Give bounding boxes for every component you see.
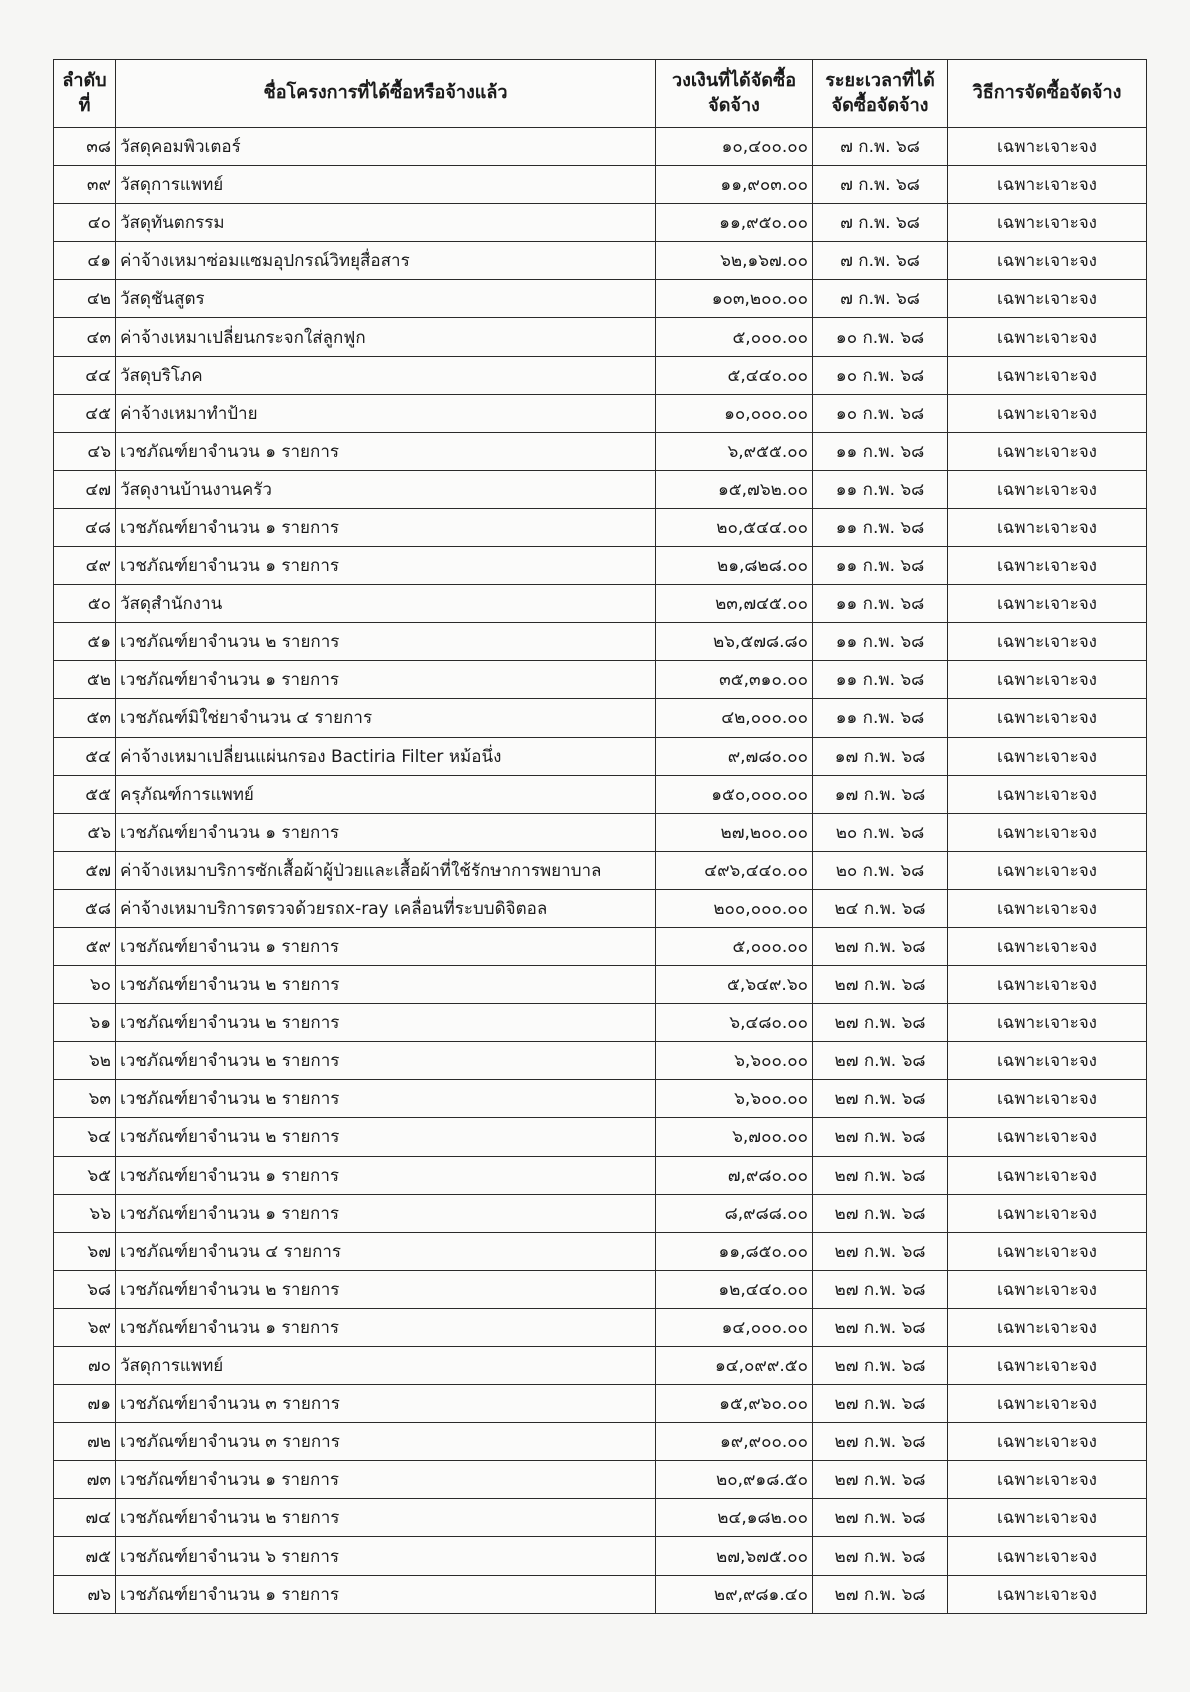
amount: ๒๓,๗๔๕.๐๐ bbox=[656, 585, 813, 623]
row-number: ๔๓ bbox=[54, 318, 116, 356]
project-name: เวชภัณฑ์ยาจำนวน ๒ รายการ bbox=[116, 1042, 656, 1080]
project-name: วัสดุทันตกรรม bbox=[116, 204, 656, 242]
project-name: ค่าจ้างเหมาเปลี่ยนแผ่นกรอง Bactiria Filter หม้อนึ่ง bbox=[116, 737, 656, 775]
amount: ๑๑,๙๕๐.๐๐ bbox=[656, 204, 813, 242]
project-name: ค่าจ้างเหมาเปลี่ยนกระจกใส่ลูกฟูก bbox=[116, 318, 656, 356]
row-number: ๖๔ bbox=[54, 1118, 116, 1156]
project-name: เวชภัณฑ์ยาจำนวน ๒ รายการ bbox=[116, 966, 656, 1004]
row-number: ๔๐ bbox=[54, 204, 116, 242]
row-number: ๖๓ bbox=[54, 1080, 116, 1118]
amount: ๑๔,๐๙๙.๕๐ bbox=[656, 1347, 813, 1385]
row-number: ๔๑ bbox=[54, 242, 116, 280]
row-number: ๖๒ bbox=[54, 1042, 116, 1080]
procurement-method: เฉพาะเจาะจง bbox=[948, 623, 1147, 661]
amount: ๕,๖๔๙.๖๐ bbox=[656, 966, 813, 1004]
table-row bbox=[54, 1042, 1147, 1080]
table-row bbox=[54, 1347, 1147, 1385]
procurement-method: เฉพาะเจาะจง bbox=[948, 585, 1147, 623]
procurement-date: ๒๗ ก.พ. ๖๘ bbox=[813, 1347, 948, 1385]
amount: ๑๐,๔๐๐.๐๐ bbox=[656, 128, 813, 166]
project-name: เวชภัณฑ์ยาจำนวน ๑ รายการ bbox=[116, 1156, 656, 1194]
row-number: ๗๖ bbox=[54, 1575, 116, 1613]
row-number: ๗๓ bbox=[54, 1461, 116, 1499]
project-name: วัสดุการแพทย์ bbox=[116, 166, 656, 204]
table-row bbox=[54, 927, 1147, 965]
procurement-date: ๗ ก.พ. ๖๘ bbox=[813, 166, 948, 204]
table-row bbox=[54, 966, 1147, 1004]
amount: ๕,๐๐๐.๐๐ bbox=[656, 927, 813, 965]
procurement-method: เฉพาะเจาะจง bbox=[948, 1004, 1147, 1042]
procurement-method: เฉพาะเจาะจง bbox=[948, 128, 1147, 166]
procurement-method: เฉพาะเจาะจง bbox=[948, 470, 1147, 508]
amount: ๑๕,๗๖๒.๐๐ bbox=[656, 470, 813, 508]
project-name: เวชภัณฑ์ยาจำนวน ๑ รายการ bbox=[116, 432, 656, 470]
header-date-line1: ระยะเวลาที่ได้ bbox=[825, 70, 935, 92]
procurement-method: เฉพาะเจาะจง bbox=[948, 1499, 1147, 1537]
amount: ๑๙,๙๐๐.๐๐ bbox=[656, 1423, 813, 1461]
table-row bbox=[54, 394, 1147, 432]
table-row bbox=[54, 166, 1147, 204]
table-row bbox=[54, 851, 1147, 889]
row-number: ๕๖ bbox=[54, 813, 116, 851]
amount: ๓๕,๓๑๐.๐๐ bbox=[656, 661, 813, 699]
procurement-method: เฉพาะเจาะจง bbox=[948, 737, 1147, 775]
procurement-date: ๒๗ ก.พ. ๖๘ bbox=[813, 1499, 948, 1537]
amount: ๖,๖๐๐.๐๐ bbox=[656, 1080, 813, 1118]
row-number: ๕๕ bbox=[54, 775, 116, 813]
project-name: เวชภัณฑ์ยาจำนวน ๑ รายการ bbox=[116, 508, 656, 546]
table-row bbox=[54, 813, 1147, 851]
amount: ๑๕๐,๐๐๐.๐๐ bbox=[656, 775, 813, 813]
procurement-date: ๑๐ ก.พ. ๖๘ bbox=[813, 318, 948, 356]
project-name: เวชภัณฑ์ยาจำนวน ๓ รายการ bbox=[116, 1385, 656, 1423]
amount: ๑๑,๙๐๓.๐๐ bbox=[656, 166, 813, 204]
amount: ๖,๔๘๐.๐๐ bbox=[656, 1004, 813, 1042]
table-row bbox=[54, 1575, 1147, 1613]
table-row bbox=[54, 775, 1147, 813]
project-name: เวชภัณฑ์ยาจำนวน ๑ รายการ bbox=[116, 1194, 656, 1232]
procurement-method: เฉพาะเจาะจง bbox=[948, 1537, 1147, 1575]
project-name: เวชภัณฑ์ยาจำนวน ๖ รายการ bbox=[116, 1537, 656, 1575]
project-name: เวชภัณฑ์ยาจำนวน ๒ รายการ bbox=[116, 1270, 656, 1308]
procurement-date: ๑๗ ก.พ. ๖๘ bbox=[813, 737, 948, 775]
amount: ๘,๙๘๘.๐๐ bbox=[656, 1194, 813, 1232]
procurement-method: เฉพาะเจาะจง bbox=[948, 1042, 1147, 1080]
table-row bbox=[54, 1308, 1147, 1346]
amount: ๙,๗๘๐.๐๐ bbox=[656, 737, 813, 775]
table-row bbox=[54, 623, 1147, 661]
procurement-date: ๑๑ ก.พ. ๖๘ bbox=[813, 585, 948, 623]
procurement-method: เฉพาะเจาะจง bbox=[948, 242, 1147, 280]
amount: ๕,๔๔๐.๐๐ bbox=[656, 356, 813, 394]
table-row bbox=[54, 280, 1147, 318]
row-number: ๗๕ bbox=[54, 1537, 116, 1575]
header-row bbox=[54, 60, 1147, 128]
row-number: ๓๙ bbox=[54, 166, 116, 204]
table-row bbox=[54, 585, 1147, 623]
row-number: ๔๔ bbox=[54, 356, 116, 394]
procurement-date: ๒๗ ก.พ. ๖๘ bbox=[813, 1575, 948, 1613]
amount: ๖,๖๐๐.๐๐ bbox=[656, 1042, 813, 1080]
table-row bbox=[54, 661, 1147, 699]
project-name: วัสดุการแพทย์ bbox=[116, 1347, 656, 1385]
amount: ๖๒,๑๖๗.๐๐ bbox=[656, 242, 813, 280]
project-name: ค่าจ้างเหมาบริการซักเสื้อผ้าผู้ป่วยและเสื้อผ้าที่ใช้รักษาการพยาบาล bbox=[116, 851, 656, 889]
procurement-date: ๑๑ ก.พ. ๖๘ bbox=[813, 432, 948, 470]
procurement-date: ๑๑ ก.พ. ๖๘ bbox=[813, 699, 948, 737]
procurement-method: เฉพาะเจาะจง bbox=[948, 1385, 1147, 1423]
procurement-method: เฉพาะเจาะจง bbox=[948, 1118, 1147, 1156]
procurement-date: ๒๐ ก.พ. ๖๘ bbox=[813, 813, 948, 851]
procurement-date: ๒๔ ก.พ. ๖๘ bbox=[813, 889, 948, 927]
row-number: ๔๗ bbox=[54, 470, 116, 508]
amount: ๑๕,๙๖๐.๐๐ bbox=[656, 1385, 813, 1423]
procurement-method: เฉพาะเจาะจง bbox=[948, 432, 1147, 470]
procurement-method: เฉพาะเจาะจง bbox=[948, 1575, 1147, 1613]
project-name: เวชภัณฑ์ยาจำนวน ๒ รายการ bbox=[116, 1499, 656, 1537]
amount: ๒๑,๘๒๘.๐๐ bbox=[656, 547, 813, 585]
procurement-date: ๑๑ ก.พ. ๖๘ bbox=[813, 547, 948, 585]
table-row bbox=[54, 547, 1147, 585]
procurement-method: เฉพาะเจาะจง bbox=[948, 851, 1147, 889]
project-name: วัสดุงานบ้านงานครัว bbox=[116, 470, 656, 508]
amount: ๒๙,๙๘๑.๔๐ bbox=[656, 1575, 813, 1613]
header-amount-line2: จัดจ้าง bbox=[708, 94, 760, 116]
project-name: เวชภัณฑ์ยาจำนวน ๔ รายการ bbox=[116, 1232, 656, 1270]
table-row bbox=[54, 699, 1147, 737]
table-row bbox=[54, 204, 1147, 242]
procurement-date: ๑๑ ก.พ. ๖๘ bbox=[813, 508, 948, 546]
header-date bbox=[813, 60, 948, 128]
project-name: เวชภัณฑ์มิใช่ยาจำนวน ๔ รายการ bbox=[116, 699, 656, 737]
header-no: ลำดับที่ bbox=[54, 60, 116, 128]
table-row bbox=[54, 318, 1147, 356]
row-number: ๔๖ bbox=[54, 432, 116, 470]
procurement-date: ๒๐ ก.พ. ๖๘ bbox=[813, 851, 948, 889]
procurement-method: เฉพาะเจาะจง bbox=[948, 699, 1147, 737]
procurement-method: เฉพาะเจาะจง bbox=[948, 166, 1147, 204]
table-row bbox=[54, 242, 1147, 280]
header-project-name: ชื่อโครงการที่ได้ซื้อหรือจ้างแล้ว bbox=[116, 60, 656, 128]
project-name: วัสดุคอมพิวเตอร์ bbox=[116, 128, 656, 166]
amount: ๖,๙๕๕.๐๐ bbox=[656, 432, 813, 470]
procurement-method: เฉพาะเจาะจง bbox=[948, 1308, 1147, 1346]
amount: ๒๐๐,๐๐๐.๐๐ bbox=[656, 889, 813, 927]
table-row bbox=[54, 889, 1147, 927]
project-name: เวชภัณฑ์ยาจำนวน ๑ รายการ bbox=[116, 1461, 656, 1499]
procurement-date: ๒๗ ก.พ. ๖๘ bbox=[813, 1423, 948, 1461]
header-date-line2: จัดซื้อจัดจ้าง bbox=[831, 94, 929, 116]
table-header bbox=[54, 60, 1147, 128]
amount: ๑๔,๐๐๐.๐๐ bbox=[656, 1308, 813, 1346]
procurement-method: เฉพาะเจาะจง bbox=[948, 394, 1147, 432]
project-name: ค่าจ้างเหมาทำป้าย bbox=[116, 394, 656, 432]
row-number: ๖๗ bbox=[54, 1232, 116, 1270]
row-number: ๖๕ bbox=[54, 1156, 116, 1194]
procurement-date: ๒๗ ก.พ. ๖๘ bbox=[813, 1385, 948, 1423]
procurement-method: เฉพาะเจาะจง bbox=[948, 966, 1147, 1004]
row-number: ๕๗ bbox=[54, 851, 116, 889]
table-row bbox=[54, 1004, 1147, 1042]
procurement-method: เฉพาะเจาะจง bbox=[948, 1347, 1147, 1385]
table-row bbox=[54, 1156, 1147, 1194]
project-name: วัสดุสำนักงาน bbox=[116, 585, 656, 623]
amount: ๒๗,๒๐๐.๐๐ bbox=[656, 813, 813, 851]
amount: ๔๒,๐๐๐.๐๐ bbox=[656, 699, 813, 737]
header-amount-line1: วงเงินที่ได้จัดซื้อ bbox=[671, 70, 796, 92]
table-row bbox=[54, 1423, 1147, 1461]
amount: ๒๐,๙๑๘.๕๐ bbox=[656, 1461, 813, 1499]
procurement-date: ๒๗ ก.พ. ๖๘ bbox=[813, 1156, 948, 1194]
procurement-method: เฉพาะเจาะจง bbox=[948, 356, 1147, 394]
project-name: เวชภัณฑ์ยาจำนวน ๑ รายการ bbox=[116, 1575, 656, 1613]
row-number: ๔๕ bbox=[54, 394, 116, 432]
project-name: เวชภัณฑ์ยาจำนวน ๑ รายการ bbox=[116, 813, 656, 851]
table-row bbox=[54, 1499, 1147, 1537]
procurement-date: ๒๗ ก.พ. ๖๘ bbox=[813, 927, 948, 965]
amount: ๔๙๖,๔๔๐.๐๐ bbox=[656, 851, 813, 889]
row-number: ๕๔ bbox=[54, 737, 116, 775]
row-number: ๕๑ bbox=[54, 623, 116, 661]
procurement-date: ๗ ก.พ. ๖๘ bbox=[813, 128, 948, 166]
procurement-method: เฉพาะเจาะจง bbox=[948, 661, 1147, 699]
table-row bbox=[54, 1118, 1147, 1156]
project-name: เวชภัณฑ์ยาจำนวน ๒ รายการ bbox=[116, 623, 656, 661]
row-number: ๖๐ bbox=[54, 966, 116, 1004]
table-row bbox=[54, 432, 1147, 470]
row-number: ๕๒ bbox=[54, 661, 116, 699]
procurement-method: เฉพาะเจาะจง bbox=[948, 927, 1147, 965]
procurement-method: เฉพาะเจาะจง bbox=[948, 508, 1147, 546]
header-method: วิธีการจัดซื้อจัดจ้าง bbox=[948, 60, 1147, 128]
project-name: เวชภัณฑ์ยาจำนวน ๒ รายการ bbox=[116, 1118, 656, 1156]
row-number: ๕๘ bbox=[54, 889, 116, 927]
table-row bbox=[54, 1232, 1147, 1270]
project-name: ค่าจ้างเหมาบริการตรวจด้วยรถx-ray เคลื่อนที่ระบบดิจิตอล bbox=[116, 889, 656, 927]
row-number: ๔๙ bbox=[54, 547, 116, 585]
row-number: ๔๒ bbox=[54, 280, 116, 318]
procurement-date: ๑๐ ก.พ. ๖๘ bbox=[813, 356, 948, 394]
procurement-date: ๒๗ ก.พ. ๖๘ bbox=[813, 1194, 948, 1232]
procurement-date: ๒๗ ก.พ. ๖๘ bbox=[813, 1004, 948, 1042]
row-number: ๕๓ bbox=[54, 699, 116, 737]
amount: ๒๖,๕๗๘.๘๐ bbox=[656, 623, 813, 661]
procurement-method: เฉพาะเจาะจง bbox=[948, 1080, 1147, 1118]
procurement-method: เฉพาะเจาะจง bbox=[948, 1270, 1147, 1308]
procurement-date: ๑๑ ก.พ. ๖๘ bbox=[813, 470, 948, 508]
procurement-date: ๒๗ ก.พ. ๖๘ bbox=[813, 1308, 948, 1346]
procurement-method: เฉพาะเจาะจง bbox=[948, 1194, 1147, 1232]
project-name: วัสดุบริโภค bbox=[116, 356, 656, 394]
project-name: เวชภัณฑ์ยาจำนวน ๒ รายการ bbox=[116, 1004, 656, 1042]
row-number: ๖๘ bbox=[54, 1270, 116, 1308]
header-amount bbox=[656, 60, 813, 128]
procurement-method: เฉพาะเจาะจง bbox=[948, 280, 1147, 318]
project-name: เวชภัณฑ์ยาจำนวน ๓ รายการ bbox=[116, 1423, 656, 1461]
table-row bbox=[54, 1537, 1147, 1575]
table-row bbox=[54, 737, 1147, 775]
table-row bbox=[54, 1385, 1147, 1423]
procurement-date: ๑๐ ก.พ. ๖๘ bbox=[813, 394, 948, 432]
amount: ๑๑,๘๕๐.๐๐ bbox=[656, 1232, 813, 1270]
procurement-date: ๑๑ ก.พ. ๖๘ bbox=[813, 623, 948, 661]
procurement-date: ๗ ก.พ. ๖๘ bbox=[813, 204, 948, 242]
table-row bbox=[54, 356, 1147, 394]
procurement-method: เฉพาะเจาะจง bbox=[948, 1232, 1147, 1270]
table-row bbox=[54, 1194, 1147, 1232]
procurement-date: ๗ ก.พ. ๖๘ bbox=[813, 280, 948, 318]
procurement-method: เฉพาะเจาะจง bbox=[948, 547, 1147, 585]
procurement-table bbox=[53, 59, 1147, 1614]
project-name: ครุภัณฑ์การแพทย์ bbox=[116, 775, 656, 813]
row-number: ๖๑ bbox=[54, 1004, 116, 1042]
row-number: ๖๖ bbox=[54, 1194, 116, 1232]
procurement-date: ๒๗ ก.พ. ๖๘ bbox=[813, 1118, 948, 1156]
project-name: ค่าจ้างเหมาซ่อมแซมอุปกรณ์วิทยุสื่อสาร bbox=[116, 242, 656, 280]
row-number: ๗๐ bbox=[54, 1347, 116, 1385]
amount: ๕,๐๐๐.๐๐ bbox=[656, 318, 813, 356]
row-number: ๕๙ bbox=[54, 927, 116, 965]
procurement-method: เฉพาะเจาะจง bbox=[948, 318, 1147, 356]
row-number: ๓๘ bbox=[54, 128, 116, 166]
amount: ๒๐,๕๔๔.๐๐ bbox=[656, 508, 813, 546]
row-number: ๗๔ bbox=[54, 1499, 116, 1537]
table-row bbox=[54, 1270, 1147, 1308]
table-row bbox=[54, 470, 1147, 508]
procurement-method: เฉพาะเจาะจง bbox=[948, 775, 1147, 813]
procurement-method: เฉพาะเจาะจง bbox=[948, 1461, 1147, 1499]
procurement-method: เฉพาะเจาะจง bbox=[948, 1423, 1147, 1461]
procurement-date: ๑๗ ก.พ. ๖๘ bbox=[813, 775, 948, 813]
procurement-date: ๗ ก.พ. ๖๘ bbox=[813, 242, 948, 280]
amount: ๑๐๓,๒๐๐.๐๐ bbox=[656, 280, 813, 318]
amount: ๒๔,๑๘๒.๐๐ bbox=[656, 1499, 813, 1537]
project-name: เวชภัณฑ์ยาจำนวน ๑ รายการ bbox=[116, 547, 656, 585]
amount: ๗,๙๘๐.๐๐ bbox=[656, 1156, 813, 1194]
procurement-method: เฉพาะเจาะจง bbox=[948, 1156, 1147, 1194]
amount: ๑๒,๔๔๐.๐๐ bbox=[656, 1270, 813, 1308]
procurement-date: ๑๑ ก.พ. ๖๘ bbox=[813, 661, 948, 699]
table-row bbox=[54, 1080, 1147, 1118]
table-row bbox=[54, 128, 1147, 166]
procurement-date: ๒๗ ก.พ. ๖๘ bbox=[813, 1232, 948, 1270]
project-name: เวชภัณฑ์ยาจำนวน ๑ รายการ bbox=[116, 1308, 656, 1346]
procurement-method: เฉพาะเจาะจง bbox=[948, 813, 1147, 851]
row-number: ๔๘ bbox=[54, 508, 116, 546]
procurement-date: ๒๗ ก.พ. ๖๘ bbox=[813, 1537, 948, 1575]
row-number: ๕๐ bbox=[54, 585, 116, 623]
row-number: ๖๙ bbox=[54, 1308, 116, 1346]
project-name: วัสดุชันสูตร bbox=[116, 280, 656, 318]
project-name: เวชภัณฑ์ยาจำนวน ๑ รายการ bbox=[116, 927, 656, 965]
procurement-method: เฉพาะเจาะจง bbox=[948, 204, 1147, 242]
table-body bbox=[54, 128, 1147, 1614]
table-row bbox=[54, 1461, 1147, 1499]
amount: ๑๐,๐๐๐.๐๐ bbox=[656, 394, 813, 432]
row-number: ๗๒ bbox=[54, 1423, 116, 1461]
procurement-date: ๒๗ ก.พ. ๖๘ bbox=[813, 1270, 948, 1308]
row-number: ๗๑ bbox=[54, 1385, 116, 1423]
project-name: เวชภัณฑ์ยาจำนวน ๒ รายการ bbox=[116, 1080, 656, 1118]
procurement-method: เฉพาะเจาะจง bbox=[948, 889, 1147, 927]
amount: ๖,๗๐๐.๐๐ bbox=[656, 1118, 813, 1156]
procurement-date: ๒๗ ก.พ. ๖๘ bbox=[813, 1042, 948, 1080]
procurement-date: ๒๗ ก.พ. ๖๘ bbox=[813, 1461, 948, 1499]
procurement-date: ๒๗ ก.พ. ๖๘ bbox=[813, 966, 948, 1004]
table-row bbox=[54, 508, 1147, 546]
procurement-date: ๒๗ ก.พ. ๖๘ bbox=[813, 1080, 948, 1118]
amount: ๒๗,๖๗๕.๐๐ bbox=[656, 1537, 813, 1575]
project-name: เวชภัณฑ์ยาจำนวน ๑ รายการ bbox=[116, 661, 656, 699]
